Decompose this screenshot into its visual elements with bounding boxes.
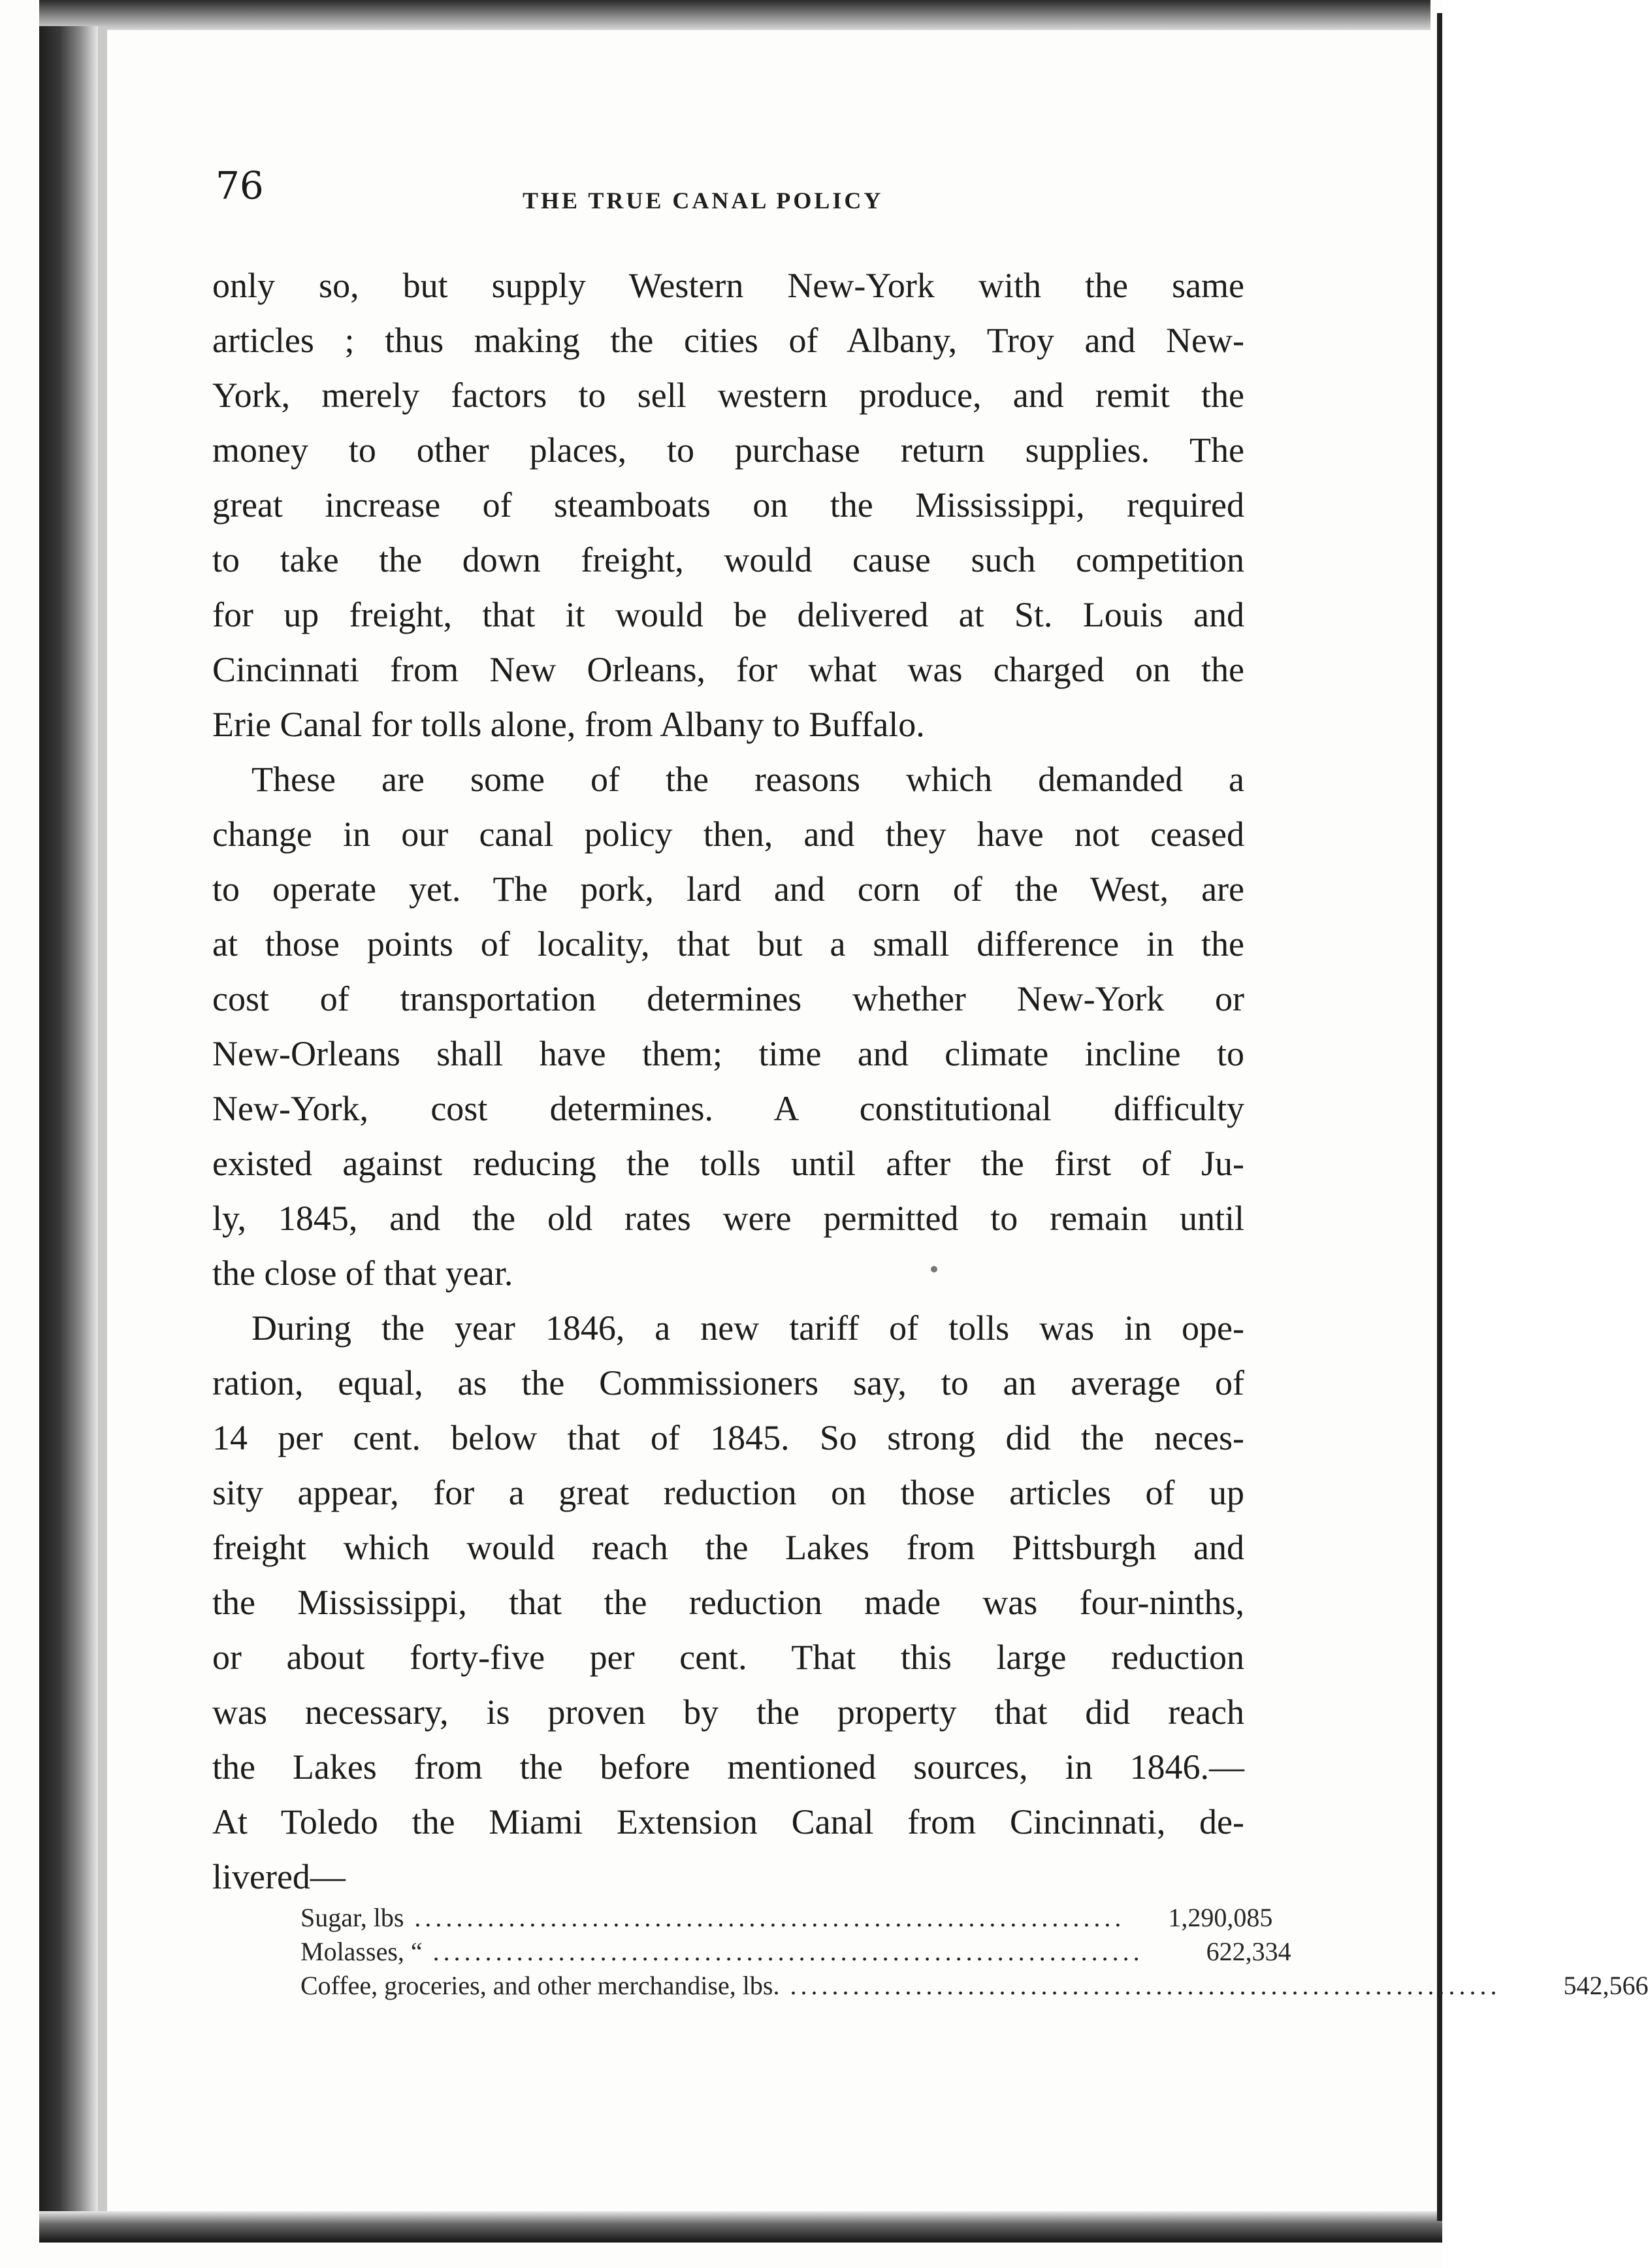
book-binding-inner-edge (98, 26, 107, 2234)
text-line: These are some of the reasons which demanded a (251, 760, 1244, 799)
page-right-edge-rule (1437, 13, 1442, 2221)
table-row (300, 1901, 1273, 1935)
text-line: articles ; thus making the cities of Albany, Troy and New- (212, 321, 1244, 360)
running-head: THE TRUE CANAL POLICY (523, 187, 884, 214)
text-line: for up freight, that it would be delivered at St. Louis and (212, 595, 1244, 634)
paragraph-1 (212, 258, 1244, 752)
goods-value: 622,334 (1206, 1937, 1291, 1966)
text-line: to operate yet. The pork, lard and corn of the West, are (212, 869, 1244, 909)
text-line: the close of that year. (212, 1254, 513, 1293)
scan-speck (931, 1266, 937, 1272)
goods-delivered-table (300, 1901, 1648, 2003)
text-line: the Lakes from the before mentioned sources, in 1846.— (212, 1747, 1244, 1787)
text-line: or about forty-five per cent. That this large reduction (212, 1638, 1244, 1677)
table-row (300, 1935, 1291, 1969)
goods-label: Molasses, “ (300, 1937, 423, 1966)
page-header (216, 163, 1235, 216)
text-line: freight which would reach the Lakes from Pittsburgh and (212, 1528, 1244, 1567)
text-line: Erie Canal for tolls alone, from Albany to Buffalo. (212, 705, 925, 744)
text-line: 14 per cent. below that of 1845. So strong did the neces- (212, 1418, 1244, 1457)
leader-dots: .................................................................... (790, 1971, 1501, 2000)
paragraph-2 (212, 752, 1244, 1301)
body-text (212, 258, 1244, 1904)
leader-dots: .................................................................... (432, 1937, 1144, 1966)
text-line: York, merely factors to sell western produce, and remit the (212, 376, 1244, 415)
scan-bottom-edge (39, 2211, 1444, 2243)
text-line: During the year 1846, a new tariff of tolls was in ope- (251, 1308, 1244, 1348)
leader-dots: .................................................................... (414, 1903, 1125, 1932)
scan-top-edge (39, 0, 1430, 30)
goods-value: 542,566 (1563, 1971, 1648, 2000)
paragraph-3 (212, 1301, 1244, 1904)
text-line: New-York, cost determines. A constitutional difficulty (212, 1089, 1244, 1128)
text-line: to take the down freight, would cause such competition (212, 540, 1244, 579)
text-line: existed against reducing the tolls until after the first of Ju- (212, 1144, 1244, 1183)
text-line: change in our canal policy then, and they have not ceased (212, 815, 1244, 854)
text-line: sity appear, for a great reduction on those articles of up (212, 1473, 1244, 1512)
table-row (300, 1969, 1648, 2003)
goods-value: 1,290,085 (1168, 1903, 1273, 1932)
text-line: at those points of locality, that but a small difference in the (212, 924, 1244, 964)
text-line: only so, but supply Western New-York with the same (212, 266, 1244, 305)
page-number: 76 (216, 163, 264, 208)
text-line: was necessary, is proven by the property that did reach (212, 1693, 1244, 1732)
text-line: the Mississippi, that the reduction made was four-ninths, (212, 1583, 1244, 1622)
scan-right-margin (1442, 0, 1581, 2268)
goods-label: Coffee, groceries, and other merchandise, lbs. (300, 1971, 780, 2000)
text-line: cost of transportation determines whether New-York or (212, 979, 1244, 1018)
book-binding-shadow (39, 26, 98, 2234)
goods-label: Sugar, lbs (300, 1903, 404, 1932)
text-line: livered— (212, 1857, 346, 1896)
text-line: money to other places, to purchase return supplies. The (212, 430, 1244, 470)
text-line: New-Orleans shall have them; time and climate incline to (212, 1034, 1244, 1073)
text-line: Cincinnati from New Orleans, for what was charged on the (212, 650, 1244, 689)
text-line: At Toledo the Miami Extension Canal from Cincinnati, de- (212, 1802, 1244, 1841)
text-line: great increase of steamboats on the Mississippi, required (212, 485, 1244, 525)
text-line: ration, equal, as the Commissioners say, to an average of (212, 1363, 1244, 1402)
text-line: ly, 1845, and the old rates were permitted to remain until (212, 1199, 1244, 1238)
